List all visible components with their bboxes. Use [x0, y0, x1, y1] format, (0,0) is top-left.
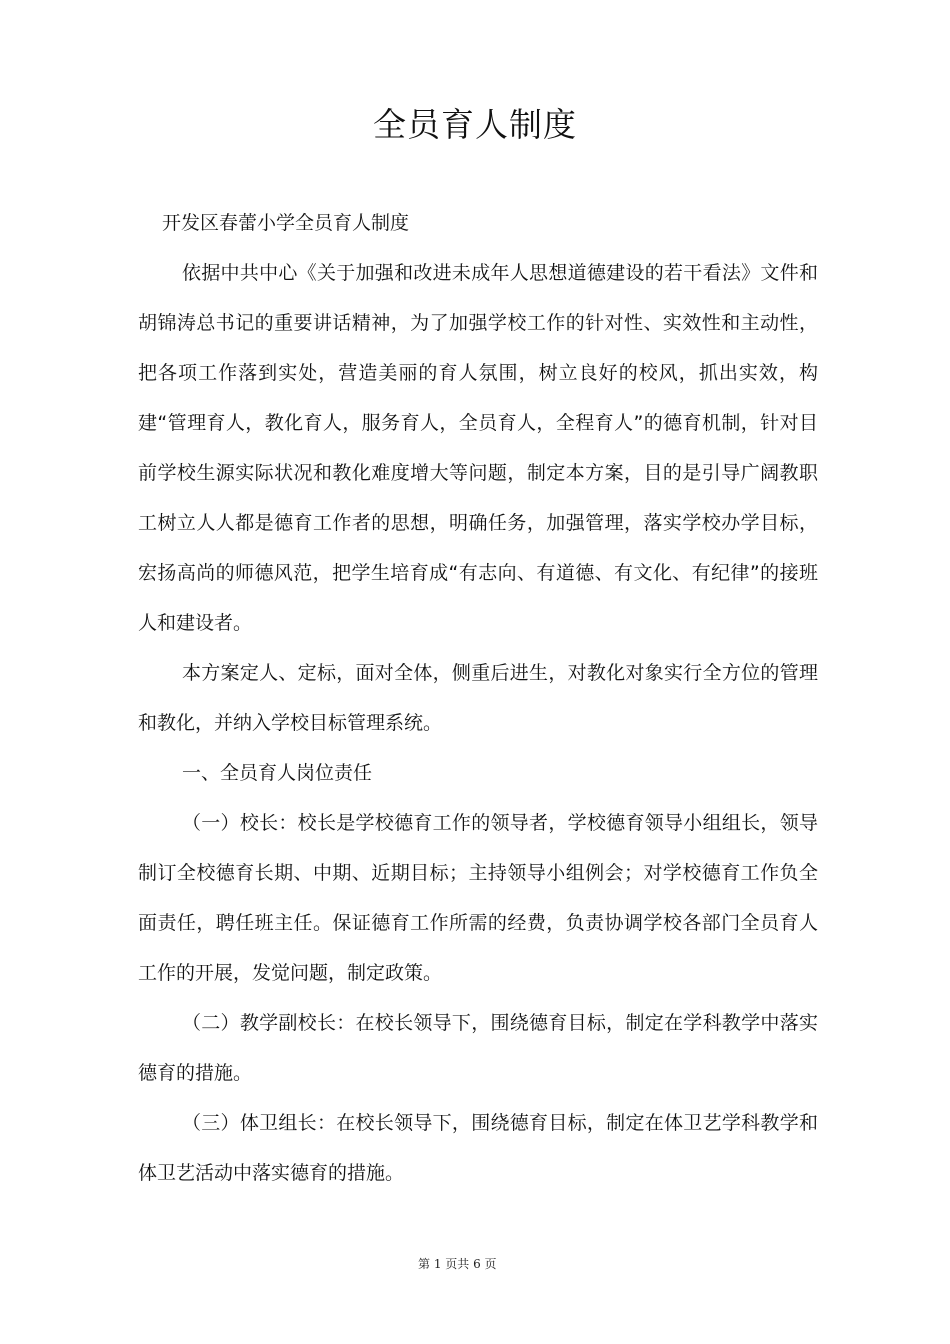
- document-body: [138, 198, 818, 1198]
- paragraph-basis: 依据中共中心《关于加强和改进未成年人思想道德建设的若干看法》文件和胡锦涛总书记的重要讲话精神，为了加强学校工作的针对性、实效性和主动性，把各项工作落到实处，营造美丽的育人氛围，树立良好的校风，抓出实效，构建“管理育人，教化育人，服务育人，全员育人，全程育人”的德育机制，针对目前学校生源实际状况和教化难度增大等问题，制定本方案，目的是引导广阔教职工树立人人都是德育工作者的思想，明确任务，加强管理，落实学校办学目标，宏扬高尚的师德风范，把学生培育成“有志向、有道德、有文化、有纪律”的接班人和建设者。: [138, 262, 818, 634]
- section-heading-responsibilities: 一、全员育人岗位责任: [182, 762, 373, 784]
- paragraph-vice-principal: （二）教学副校长：在校长领导下，围绕德育目标，制定在学科教学中落实德育的措施。: [138, 1012, 818, 1084]
- paragraph-principal: （一）校长：校长是学校德育工作的领导者，学校德育领导小组组长，领导制订全校德育长期、中期、近期目标；主持领导小组例会；对学校德育工作负全面责任，聘任班主任。保证德育工作所需的经费，负责协调学校各部门全员育人工作的开展，发觉问题，制定政策。: [138, 812, 818, 984]
- paragraph-scope: 本方案定人、定标，面对全体，侧重后进生，对教化对象实行全方位的管理和教化，并纳入学校目标管理系统。: [138, 662, 818, 734]
- page-number: 第 1 页共 6 页: [418, 1257, 497, 1271]
- document-title: 全员育人制度: [373, 105, 577, 144]
- paragraph-pe-leader: （三）体卫组长：在校长领导下，围绕德育目标，制定在体卫艺学科教学和体卫艺活动中落实德育的措施。: [138, 1112, 818, 1184]
- document-subtitle: 开发区春蕾小学全员育人制度: [162, 212, 410, 234]
